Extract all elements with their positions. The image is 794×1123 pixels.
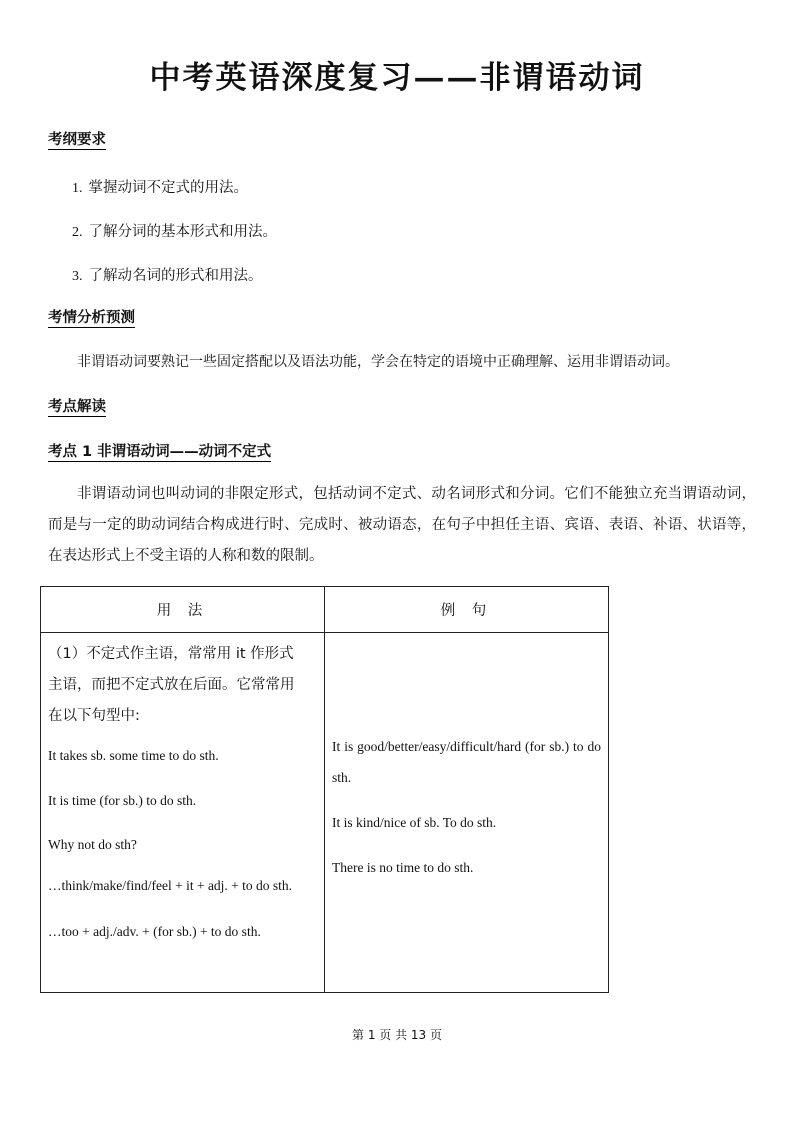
section-heading-syllabus: 考纲要求 [48,132,106,148]
usage-line: 在以下句型中: [48,708,140,724]
list-number: 2. [72,225,83,240]
list-number: 1. [72,181,83,196]
list-item [72,176,248,197]
analysis-paragraph: 非谓语动词要熟记一些固定搭配以及语法功能，学会在特定的语境中正确理解、运用非谓语动词。 [77,354,679,370]
point-heading: 考点 1 非谓语动词——动词不定式 [48,444,272,460]
pattern-line: …too + adj./adv. + (for sb.) + to do sth. [48,924,261,939]
usage-table [40,586,609,993]
example-sentence: It is good/better/easy/difficult/hard (for sb.) to do sth. [332,739,601,785]
pattern-line: …think/make/find/feel + it + adj. + to do sth. [48,878,293,893]
header-usage: 用 法 [41,587,325,633]
page-footer: 第 1 页 共 13 页 [352,1028,442,1042]
examples-cell [325,633,609,993]
table-header-row [41,587,609,633]
list-text: 掌握动词不定式的用法。 [88,180,248,196]
section-heading-points: 考点解读 [48,399,106,415]
point-paragraph: 非谓语动词也叫动词的非限定形式，包括动词不定式、动名词形式和分词。它们不能独立充当谓语动词，而是与一定的助动词结合构成进行时、完成时、被动语态，在句子中担任主语、宾语、表语、补语、状语等，在表达形式上不受主语的人称和数的限制。 [48,486,756,564]
document-title: 中考英语深度复习——非谓语动词 [149,60,645,96]
list-text: 了解分词的基本形式和用法。 [88,224,277,240]
usage-line: （1）不定式作主语，常常用 it 作形式 [48,646,294,662]
usage-cell [41,633,325,993]
list-text: 了解动名词的形式和用法。 [88,268,263,284]
example-sentence: There is no time to do sth. [332,860,474,875]
usage-line: 主语，而把不定式放在后面。它常常用 [48,677,295,693]
list-item [72,264,263,285]
example-sentence: It is kind/nice of sb. To do sth. [332,815,497,830]
pattern-line: It takes sb. some time to do sth. [48,748,219,763]
header-examples: 例 句 [325,587,609,633]
pattern-line: Why not do sth? [48,837,137,852]
section-heading-analysis: 考情分析预测 [48,310,135,326]
pattern-line: It is time (for sb.) to do sth. [48,793,197,808]
table-row [41,633,609,993]
list-item [72,220,277,241]
list-number: 3. [72,269,83,284]
